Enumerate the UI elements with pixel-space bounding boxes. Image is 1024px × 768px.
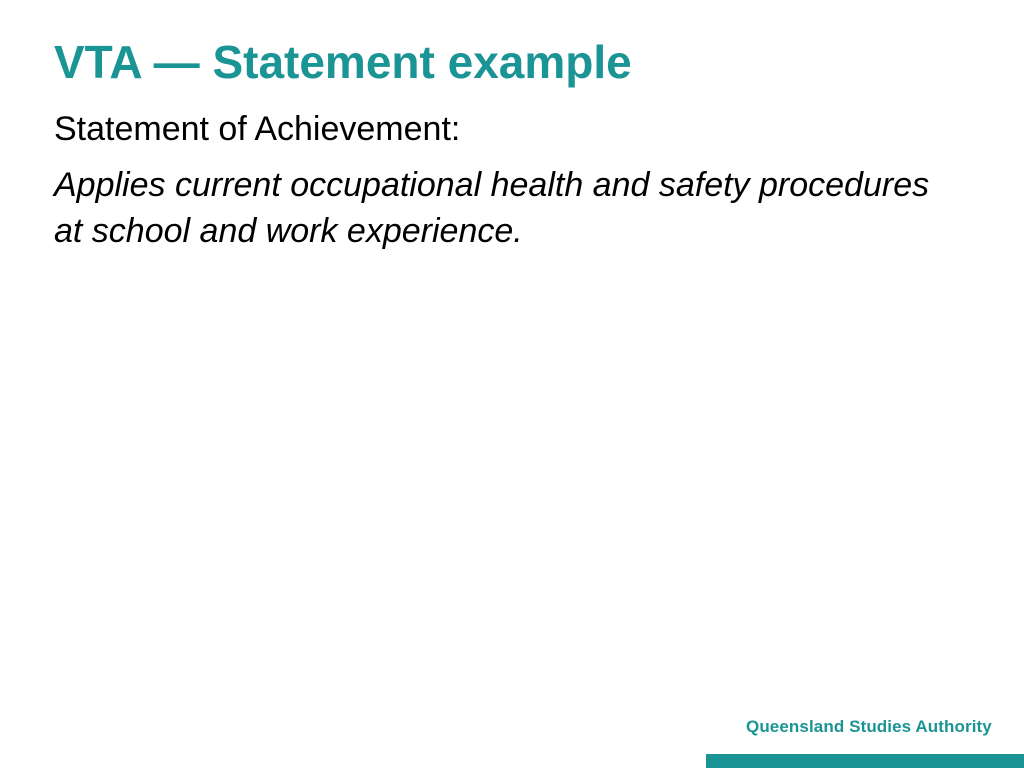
footer-accent-bar — [706, 754, 1024, 768]
slide-title: VTA — Statement example — [54, 36, 632, 88]
statement-heading: Statement of Achievement: — [54, 110, 461, 148]
organization-logo: Queensland Studies Authority — [746, 717, 992, 736]
slide-body — [54, 108, 954, 254]
statement-text: Applies current occupational health and safety procedures at school and work experience. — [54, 166, 930, 250]
